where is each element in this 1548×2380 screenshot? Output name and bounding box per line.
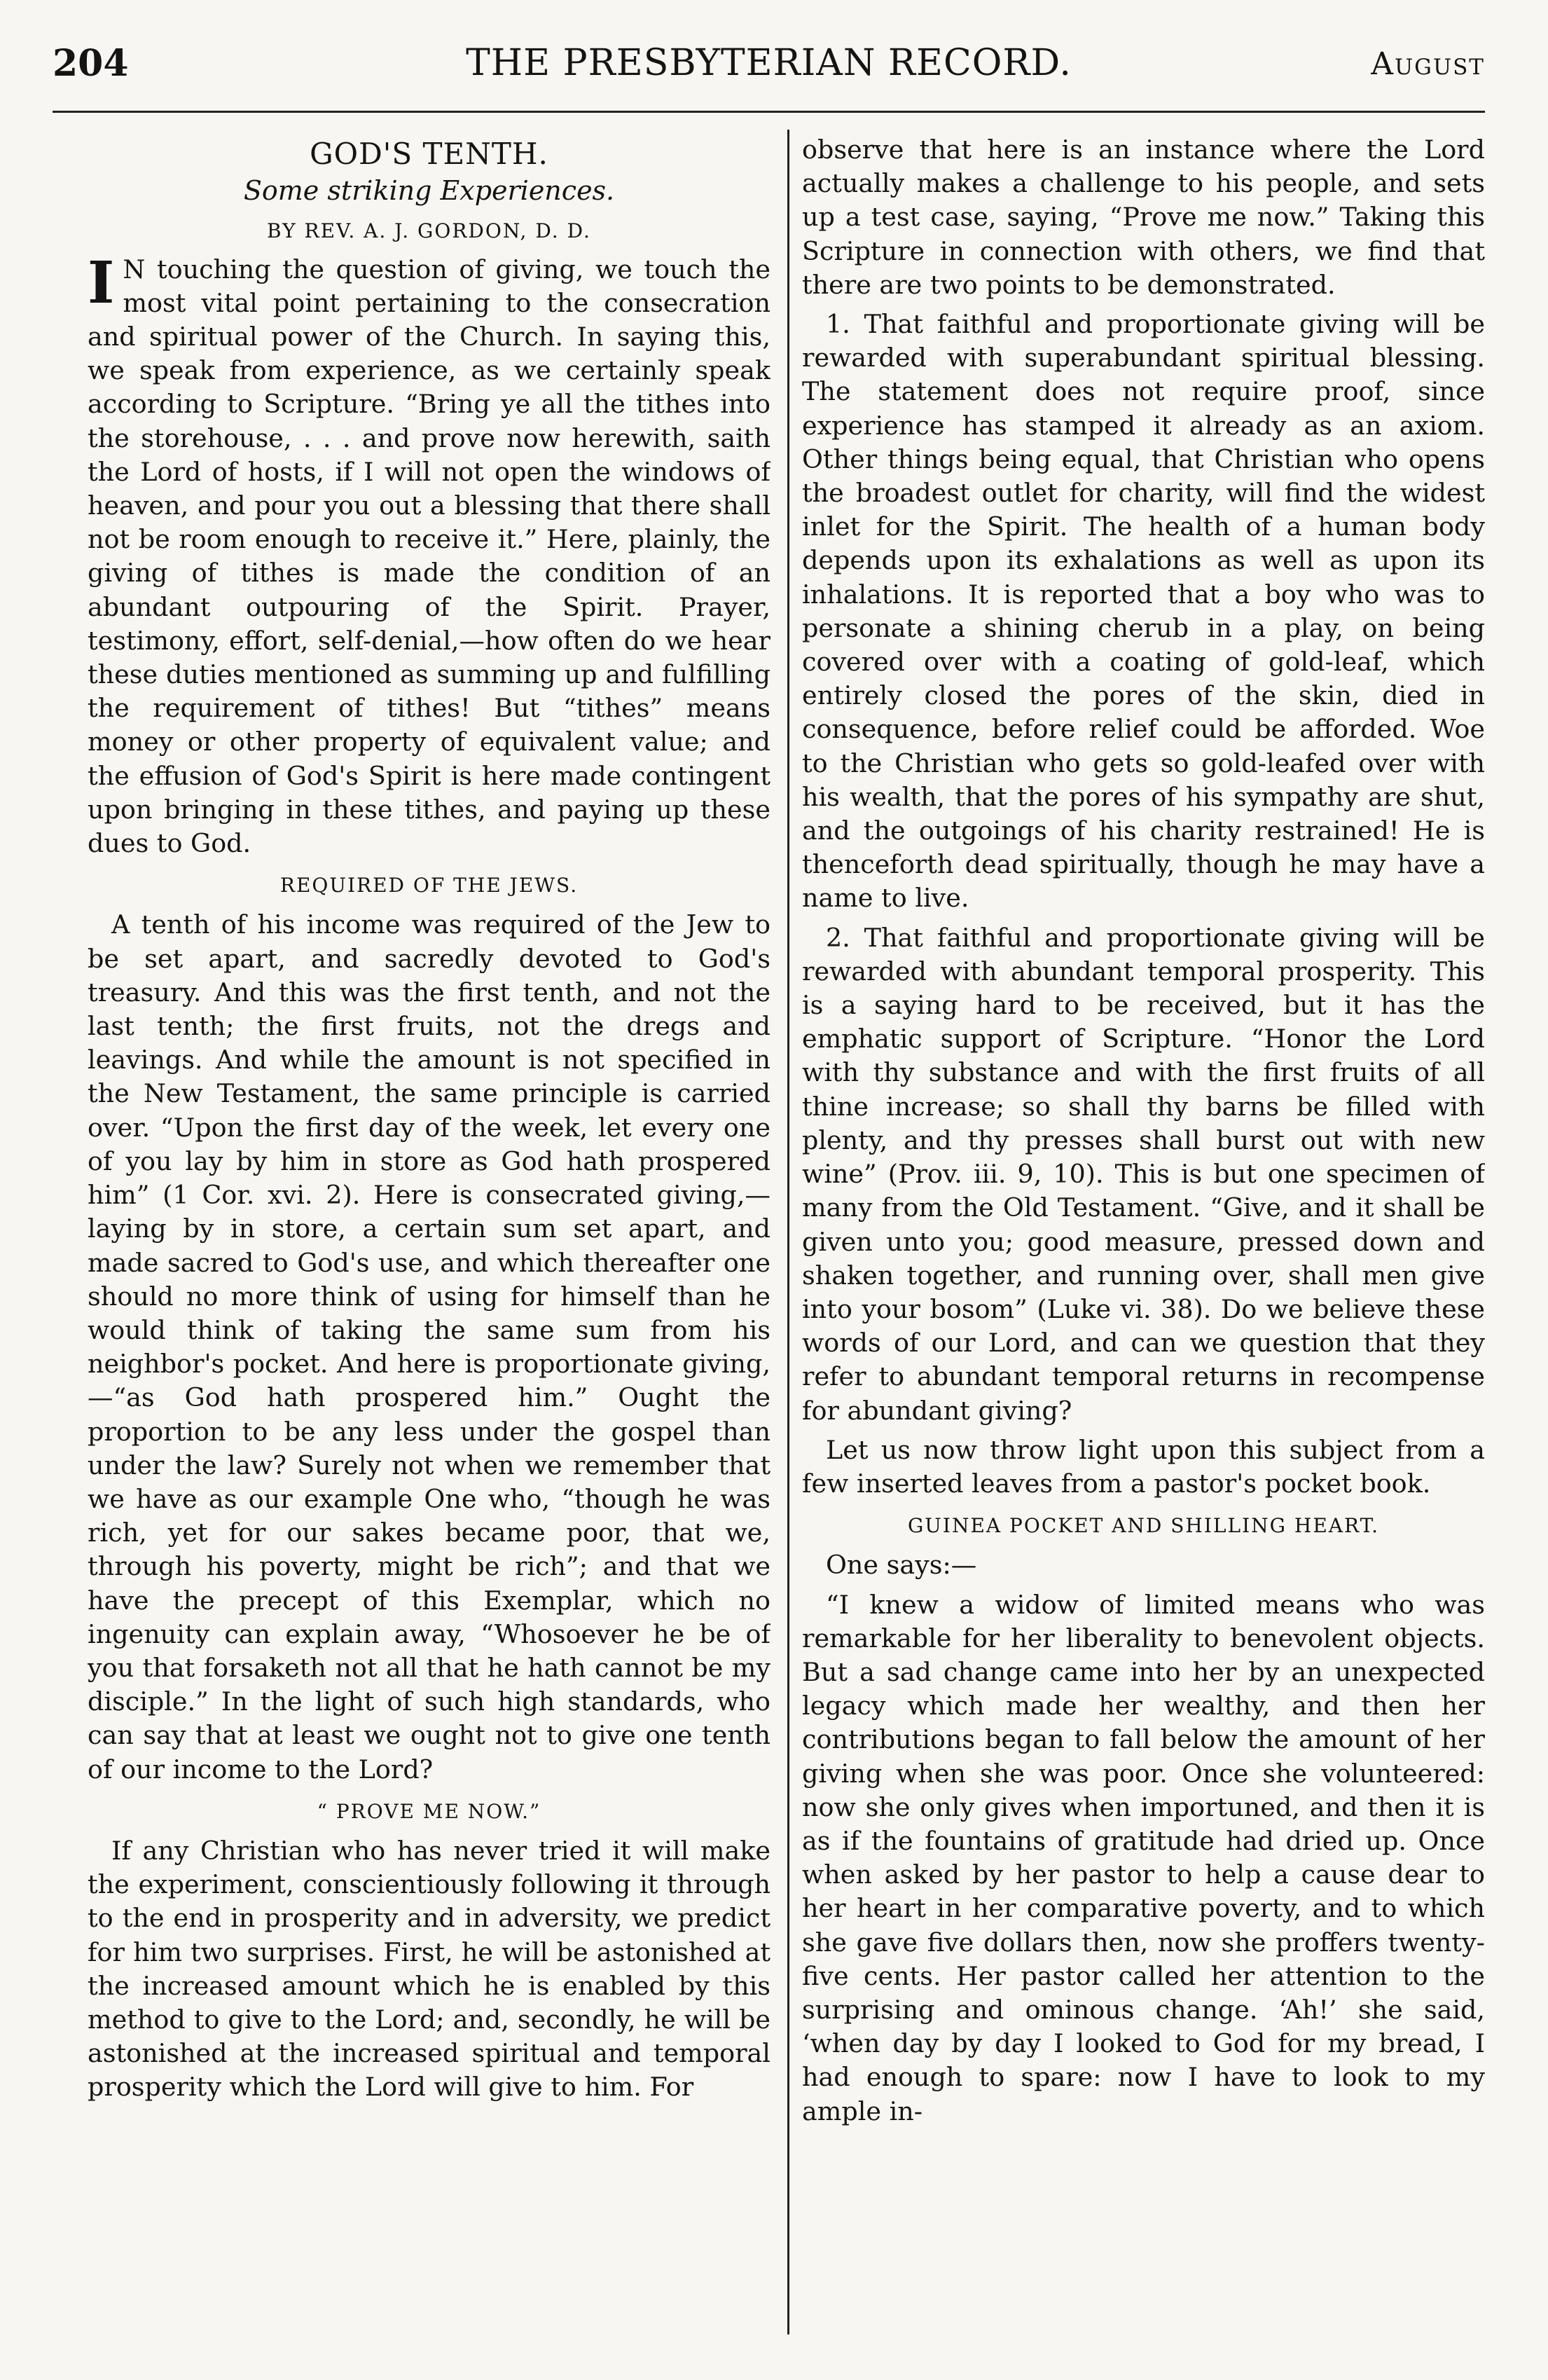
paragraph-transition: Let us now throw light upon this subject from a few inserted leaves from a pastor's pocket book. (802, 1434, 1485, 1499)
article-byline: BY REV. A. J. GORDON, D. D. (267, 219, 591, 243)
page-number: 204 (53, 42, 129, 85)
paragraph-widow: “I knew a widow of limited means who was remarkable for her liberality to benevolent objects. But a sad change came into her by an unexpected legacy which made her wealthy, and then her contributions began to fall below the amount of her giving when she was poor. Once she volunteered: now she only gives when importuned, and then it is as if the fountains of gratitude had dried up. Once when asked by her pastor to help a cause dear to her heart in her comparative poverty, and to which she gave five dollars then, now she proffers twenty-five cents. Her pastor called her attention to the surprising and ominous change. ‘Ah!’ she said, ‘when day by day I looked to God for my bread, I had enough to spare: now I have to look to my ample in- (802, 1589, 1485, 2126)
right-column (802, 133, 1485, 2338)
column-divider (787, 130, 789, 2334)
paragraph-one-says: One says:— (826, 1550, 977, 1581)
article-subtitle: Some striking Experiences. (243, 175, 615, 207)
paragraph-prove: If any Christian who has never tried it will make the experiment, conscientiously following it through to the end in prosperity and in adversity, we predict for him two surprises. First, he will be astonished at the increased amount which he is enabled by this method to give to the Lord; and, secondly, he will be astonished at the increased spiritual and temporal prosperity which the Lord will give to him. For (88, 1835, 770, 2103)
paragraph-continued: observe that here is an instance where the Lord actually makes a challenge to his people, and sets up a test case, saying, “Prove me now.” Taking this Scripture in connection with others, we find that there are two points to be demonstrated. (802, 135, 1485, 300)
intro-text: N touching the question of giving, we touch the most vital point pertaining to the consecration and spiritual power of the Church. In saying this, we speak from experience, as we certainly speak according to Scripture. “Bring ye all the tithes into the storehouse, . . . and prove now herewith, saith the Lord of hosts, if I will not open the windows of heaven, and pour you out a blessing that there shall not be room enough to receive it.” Here, plainly, the giving of tithes is made the condition of an abundant outpouring of the Spirit. Prayer, testimony, effort, self-denial,—how often do we hear these duties mentioned as summing up and fulfilling the requirement of tithes! But “tithes” means money or other property of equivalent value; and the effusion of God's Spirit is here made contingent upon bringing in these tithes, and paying up these dues to God. (88, 254, 770, 859)
header-rule (53, 111, 1485, 113)
section-heading-prove: “ PROVE ME NOW.” (317, 1799, 541, 1823)
section-heading-jews: REQUIRED OF THE JEWS. (279, 874, 579, 897)
drop-cap: I (88, 249, 115, 317)
left-column (88, 133, 770, 2338)
paragraph-point-one: 1. That faithful and proportionate giving will be rewarded with superabundant spiritual blessing. The statement does not require proof, since experience has stamped it already as an axiom. Other things being equal, that Christian who opens the broadest outlet for charity, will find the widest inlet for the Spirit. The health of a human body depends upon its exhalations as well as upon its inhalations. It is reported that a boy who was to personate a shining cherub in a play, on being covered over with a coating of gold-leaf, which entirely closed the pores of the skin, died in consequence, before relief could be afforded. Woe to the Christian who gets so gold-leafed over with his wealth, that the pores of his sympathy are shut, and the outgoings of his charity restrained! He is thenceforth dead spiritually, though he may have a name to live. (802, 309, 1485, 914)
intro-paragraph (88, 249, 770, 861)
issue-month: August (1371, 46, 1485, 82)
page-header (53, 42, 1485, 98)
paragraph-jews: A tenth of his income was required of the Jew to be set apart, and sacredly devoted to God's treasury. And this was the first tenth, and not the last tenth; the first fruits, not the dregs and leavings. And while the amount is not specified in the New Testament, the same principle is carried over. “Upon the first day of the week, let every one of you lay by him in store as God hath prospered him” (1 Cor. xvi. 2). Here is consecrated giving,—laying by in store, a certain sum set apart, and made sacred to God's use, and which thereafter one should no more think of using for himself than he would think of taking the same sum from his neighbor's pocket. And here is proportionate giving,—“as God hath prospered him.” Ought the proportion to be any less under the gospel than under the law? Surely not when we remember that we have as our example One who, “though he was rich, yet for our sakes became poor, that we, through his poverty, might be rich”; and that we have the precept of this Exemplar, which no ingenuity can explain away, “Whosoever he be of you that forsaketh not all that he hath cannot be my disciple.” In the light of such high standards, who can say that at least we ought not to give one tenth of our income to the Lord? (88, 909, 770, 1784)
journal-title: THE PRESBYTERIAN RECORD. (466, 42, 1072, 84)
paragraph-point-two: 2. That faithful and proportionate giving will be rewarded with abundant temporal prosperity. This is a saying hard to be received, but it has the emphatic support of Scripture. “Honor the Lord with thy substance and with the first fruits of all thine increase; so shall thy barns be filled with plenty, and thy presses shall burst out with new wine” (Prov. iii. 9, 10). This is but one specimen of many from the Old Testament. “Give, and it shall be given unto you; good measure, pressed down and shaken together, and running over, shall men give into your bosom” (Luke vi. 38). Do we believe these words of our Lord, and can we question that they refer to abundant temporal returns in recompense for abundant giving? (802, 922, 1485, 1426)
article-title: GOD'S TENTH. (310, 137, 548, 171)
section-heading-guinea: GUINEA POCKET AND SHILLING HEART. (907, 1514, 1380, 1538)
